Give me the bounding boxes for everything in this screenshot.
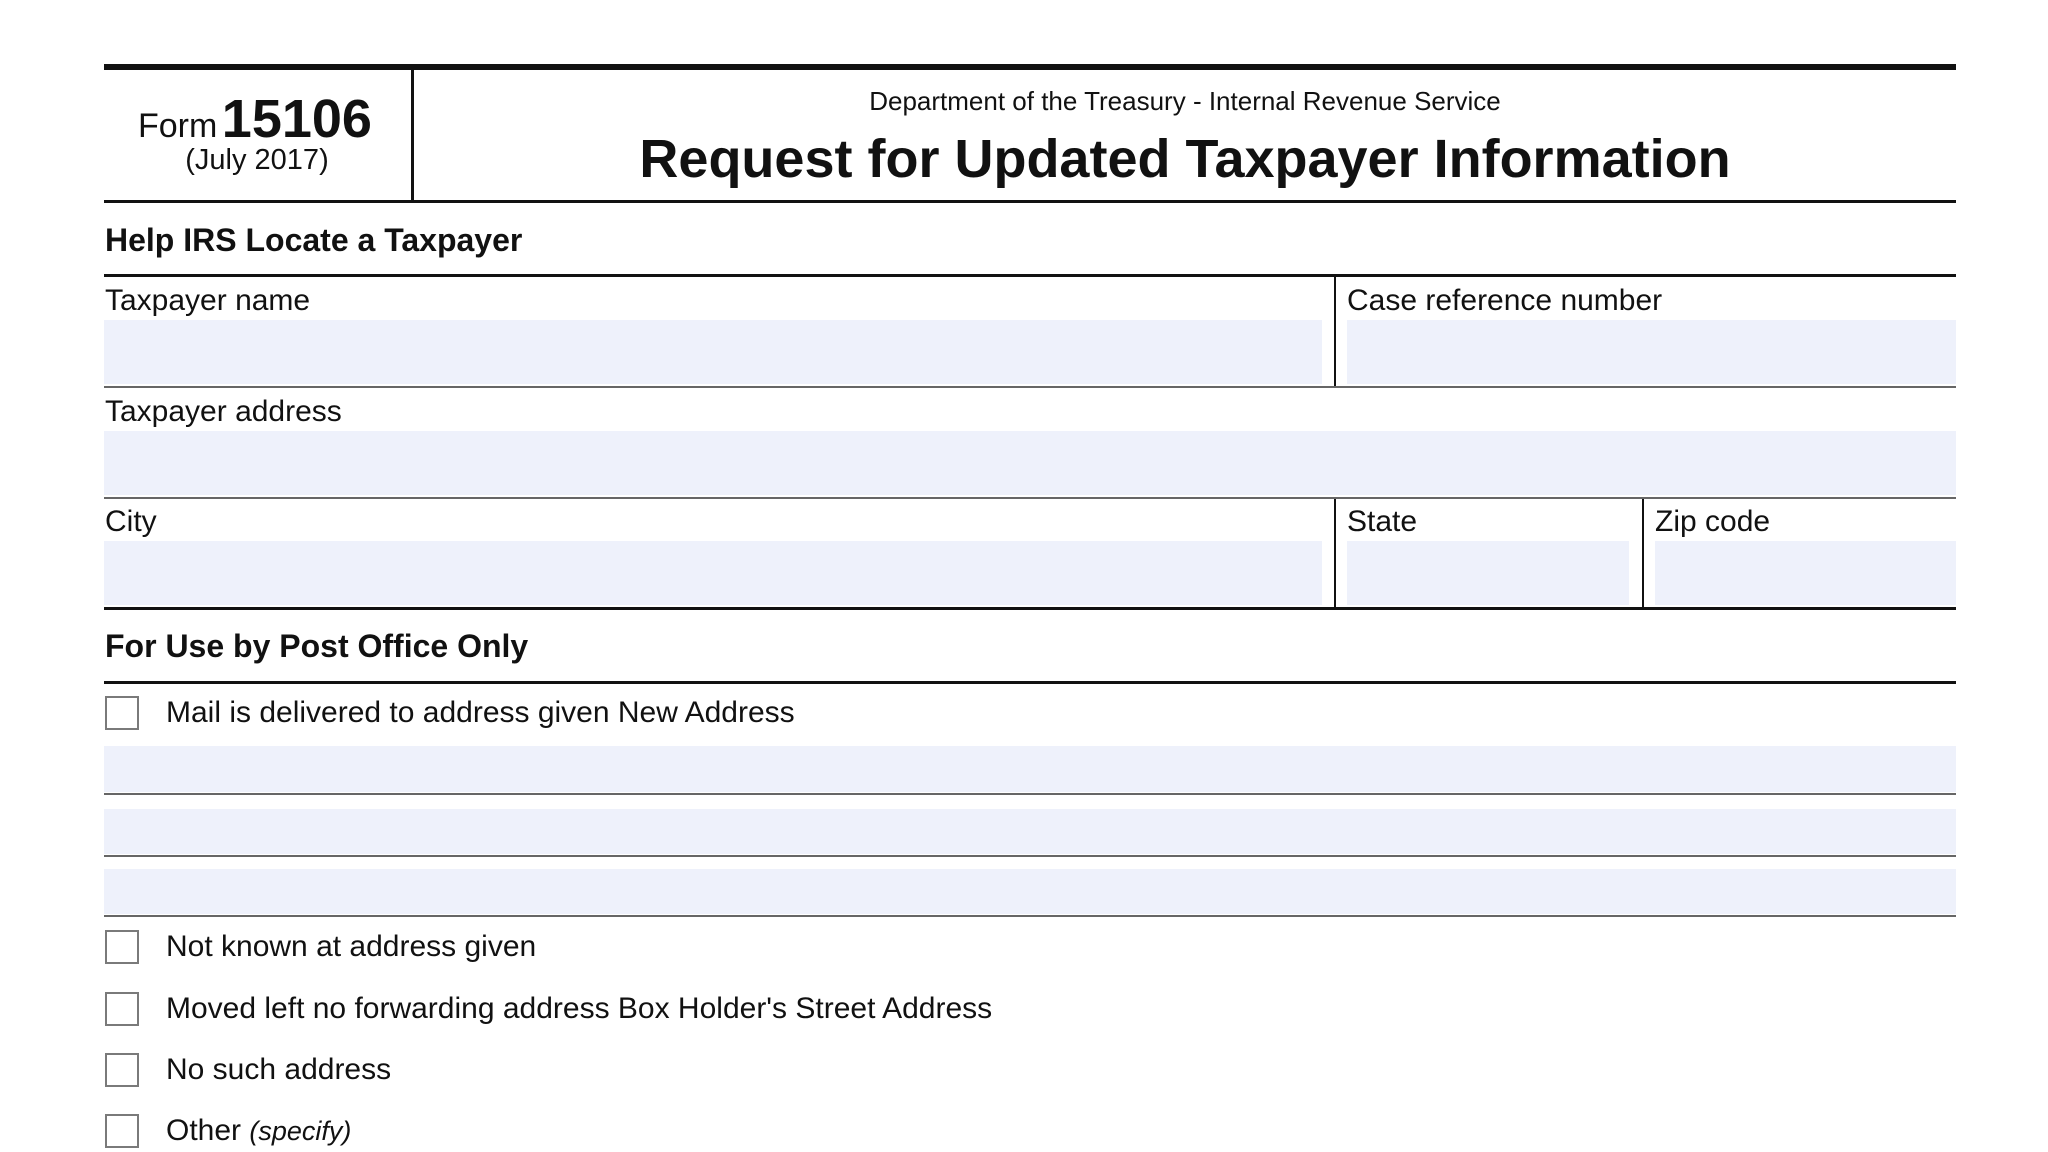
checkbox-delivered-new-address[interactable] <box>105 696 139 730</box>
section-post-office-rule <box>104 681 1956 684</box>
city-label: City <box>105 505 157 538</box>
taxpayer-address-input[interactable] <box>104 431 1956 495</box>
state-label: State <box>1347 505 1418 538</box>
page-title: Request for Updated Taxpayer Information <box>639 129 1731 189</box>
form-word: Form <box>138 107 218 145</box>
checkbox-no-such-address[interactable] <box>105 1053 139 1087</box>
form-identifier <box>104 78 410 198</box>
option-other-text: Other <box>166 1114 250 1147</box>
option-delivered-new-address-label: Mail is delivered to address given New Address <box>166 696 795 729</box>
department-name: Department of the Treasury - Internal Revenue Service <box>869 86 1501 116</box>
row3-bottom-rule <box>104 607 1956 610</box>
new-address-line-2-rule <box>104 855 1956 857</box>
taxpayer-name-label: Taxpayer name <box>105 284 311 317</box>
row3-col-divider-2 <box>1642 499 1644 609</box>
taxpayer-name-input[interactable] <box>104 320 1322 384</box>
case-reference-label: Case reference number <box>1347 284 1663 317</box>
taxpayer-address-label: Taxpayer address <box>105 395 342 428</box>
option-other-label <box>166 1114 351 1148</box>
option-not-known-label: Not known at address given <box>166 930 537 963</box>
option-moved-no-forwarding-label: Moved left no forwarding address Box Holder's Street Address <box>166 992 993 1025</box>
new-address-line-1-rule <box>104 793 1956 795</box>
zip-code-label: Zip code <box>1655 505 1771 538</box>
row3-col-divider-1 <box>1334 499 1336 609</box>
case-reference-input[interactable] <box>1347 320 1956 384</box>
top-rule <box>104 64 1956 70</box>
section-title-locate: Help IRS Locate a Taxpayer <box>105 222 523 258</box>
option-no-such-address-label: No such address <box>166 1053 392 1086</box>
zip-code-input[interactable] <box>1655 541 1956 605</box>
new-address-line-3-rule <box>104 915 1956 917</box>
checkbox-not-known[interactable] <box>105 930 139 964</box>
row2-bottom-rule <box>104 497 1956 499</box>
section-locate-rule <box>104 274 1956 277</box>
city-input[interactable] <box>104 541 1322 605</box>
new-address-line-1[interactable] <box>104 746 1956 792</box>
form-number: 15106 <box>221 89 372 149</box>
new-address-line-2[interactable] <box>104 809 1956 854</box>
checkbox-other[interactable] <box>105 1114 139 1148</box>
checkbox-moved-no-forwarding[interactable] <box>105 992 139 1026</box>
row1-bottom-rule <box>104 386 1956 388</box>
header-bottom-rule <box>104 200 1956 203</box>
option-other-specify: (specify) <box>249 1116 352 1146</box>
state-input[interactable] <box>1347 541 1629 605</box>
new-address-line-3[interactable] <box>104 869 1956 914</box>
form-date: (July 2017) <box>185 144 329 176</box>
section-title-post-office: For Use by Post Office Only <box>105 628 529 664</box>
row1-col-divider <box>1334 277 1336 388</box>
